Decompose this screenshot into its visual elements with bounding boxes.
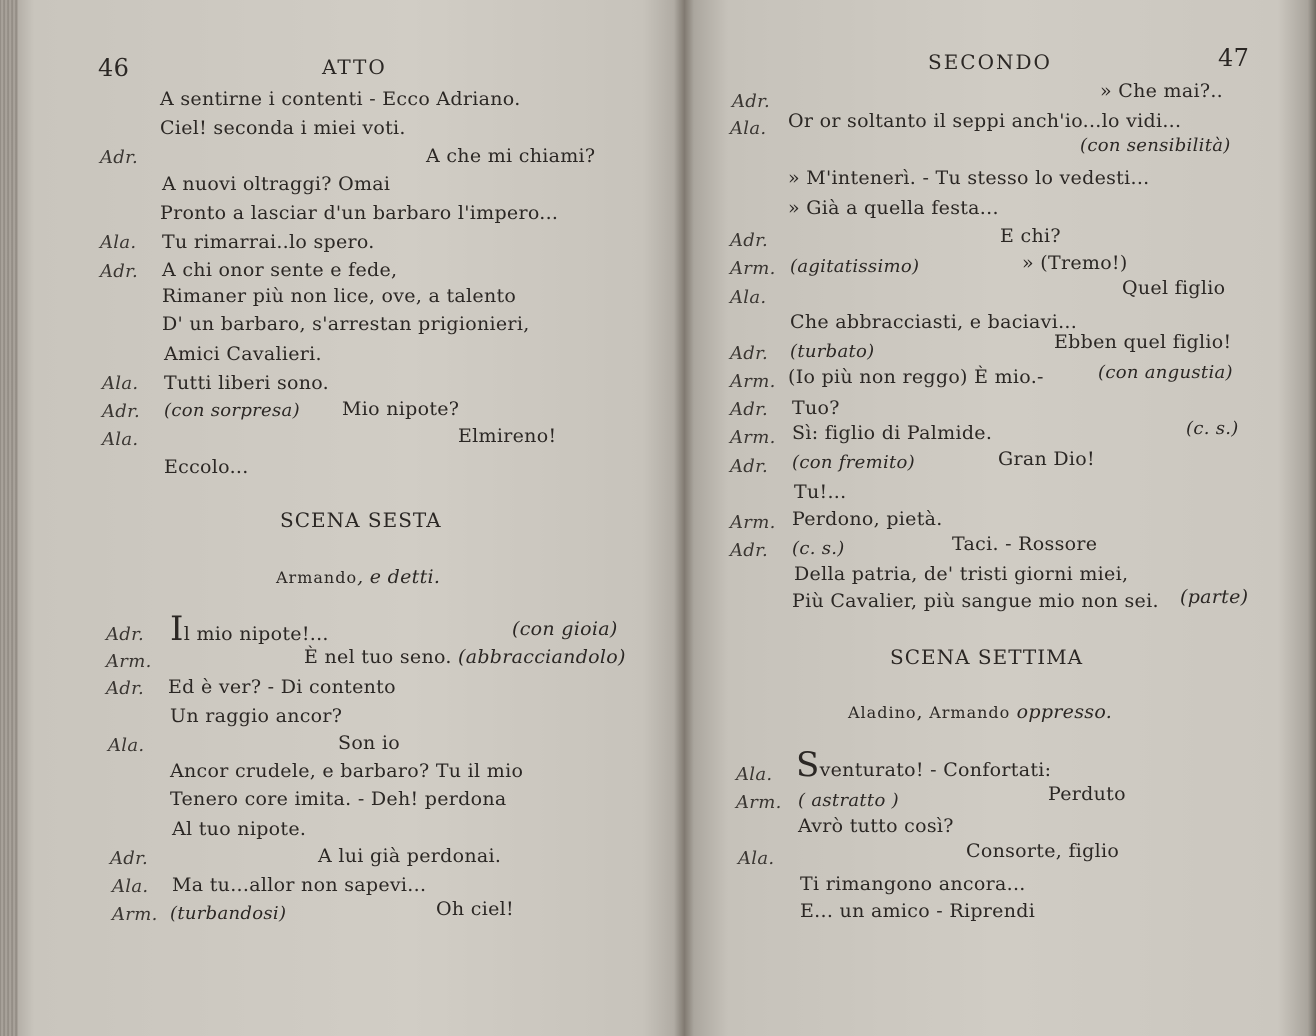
verse-line: Consorte, figlio: [966, 840, 1120, 862]
verse-line: Tutti liberi sono.: [164, 372, 330, 394]
page-edges-left: [0, 0, 18, 1036]
stage-direction: (con angustia): [1098, 362, 1233, 383]
verse-line: Più Cavalier, più sangue mio non sei.: [792, 590, 1159, 612]
speaker-label: Arm.: [730, 512, 776, 533]
verse-line: Mio nipote?: [342, 398, 460, 420]
verse-line: Ma tu...allor non sapevi...: [172, 874, 427, 896]
stage-direction: (abbracciandolo): [458, 646, 626, 668]
speaker-label: Adr.: [102, 401, 141, 422]
verse-line: Tenero core imita. - Deh! perdona: [170, 788, 507, 810]
verse-line: Tu!...: [794, 481, 847, 503]
speaker-label: Ala.: [108, 735, 145, 756]
verse-line: Al tuo nipote.: [172, 818, 307, 840]
speaker-label: Ala.: [102, 373, 139, 394]
speaker-label: Arm.: [730, 371, 776, 392]
verse-line: Della patria, de' tristi giorni miei,: [794, 563, 1129, 585]
verse-line: Oh ciel!: [436, 898, 514, 920]
verse-line: Ancor crudele, e barbaro? Tu il mio: [170, 760, 524, 782]
verse-line: Taci. - Rossore: [952, 533, 1098, 555]
stage-direction: (con fremito): [792, 452, 915, 473]
verse-line: Eccolo...: [164, 456, 249, 478]
running-header-left: ATTO: [322, 55, 387, 79]
verse-line: Quel figlio: [1122, 277, 1226, 299]
stage-direction: (agitatissimo): [790, 256, 920, 277]
speaker-label: Adr.: [106, 624, 145, 645]
speaker-label: Adr.: [730, 343, 769, 364]
speaker-label: Adr.: [730, 456, 769, 477]
verse-text: l mio nipote!...: [183, 623, 329, 645]
speaker-label: Arm.: [112, 904, 158, 925]
speaker-label: Adr.: [730, 399, 769, 420]
verse-line: Tu rimarrai..lo spero.: [162, 231, 375, 253]
cast-name: Armando: [929, 703, 1011, 722]
verse-line: Or or soltanto il seppi anch'io...lo vidi...: [788, 110, 1182, 132]
verse-line: A chi onor sente e fede,: [162, 259, 398, 281]
verse-line: (Io più non reggo) È mio.-: [788, 366, 1044, 388]
speaker-label: Arm.: [106, 651, 152, 672]
verse-line: Ebben quel figlio!: [1054, 331, 1232, 353]
verse-line: [796, 745, 1052, 785]
verse-line: Ed è ver? - Di contento: [168, 676, 396, 698]
verse-line: E... un amico - Riprendi: [800, 900, 1036, 922]
stage-direction: (con gioia): [512, 618, 618, 640]
scene-cast: [276, 566, 440, 588]
speaker-label: Adr.: [730, 540, 769, 561]
verse-line: E chi?: [1000, 225, 1061, 247]
speaker-label: Adr.: [100, 147, 139, 168]
verse-line: [170, 609, 329, 649]
verse-line: Perdono, pietà.: [792, 508, 943, 530]
verse-line: Elmireno!: [458, 425, 557, 447]
verse-line: Gran Dio!: [998, 448, 1095, 470]
cast-rest: oppresso.: [1010, 701, 1113, 723]
verse-line: Son io: [338, 732, 401, 754]
speaker-label: Ala.: [736, 764, 773, 785]
stage-direction: (turbato): [790, 341, 875, 362]
cast-rest: , e detti.: [357, 566, 441, 588]
stage-direction: (con sorpresa): [164, 400, 300, 421]
verse-line: Perduto: [1048, 783, 1126, 805]
speaker-label: Ala.: [112, 876, 149, 897]
scene-title: SCENA SETTIMA: [890, 645, 1084, 669]
speaker-label: Ala.: [730, 287, 767, 308]
stage-direction: (c. s.): [1186, 418, 1239, 439]
verse-line: Un raggio ancor?: [170, 705, 343, 727]
running-header-right: SECONDO: [928, 50, 1052, 74]
cast-separator: ,: [916, 701, 930, 723]
verse-line: Amici Cavalieri.: [164, 343, 322, 365]
drop-capital: I: [170, 609, 184, 649]
stage-direction: (parte): [1180, 586, 1249, 608]
speaker-label: Arm.: [730, 427, 776, 448]
stage-direction: ( astratto ): [798, 790, 899, 811]
speaker-label: Adr.: [730, 230, 769, 251]
scene-cast: [848, 701, 1112, 723]
stage-direction: (c. s.): [792, 538, 845, 559]
speaker-label: Ala.: [730, 118, 767, 139]
verse-line: » Che mai?..: [1100, 80, 1224, 102]
speaker-label: Adr.: [100, 261, 139, 282]
verse-line: Avrò tutto così?: [798, 815, 954, 837]
verse-line: A sentirne i contenti - Ecco Adriano.: [160, 88, 521, 110]
speaker-label: Ala.: [738, 848, 775, 869]
speaker-label: Ala.: [102, 429, 139, 450]
verse-line: Ciel! seconda i miei voti.: [160, 117, 406, 139]
cast-name: Aladino: [848, 703, 917, 722]
verse-line: Sì: figlio di Palmide.: [792, 422, 993, 444]
speaker-label: Arm.: [736, 792, 782, 813]
verse-line: A lui già perdonai.: [318, 845, 502, 867]
speaker-label: Adr.: [732, 91, 771, 112]
page-edges-right: [1308, 0, 1316, 1036]
verse-line: È nel tuo seno.: [304, 646, 452, 668]
speaker-label: Adr.: [106, 678, 145, 699]
verse-text: venturato! - Confortati:: [819, 759, 1052, 781]
stage-direction: (turbandosi): [170, 903, 287, 924]
verse-line: » M'intenerì. - Tu stesso lo vedesti...: [788, 167, 1150, 189]
page-number-right: 47: [1218, 44, 1250, 72]
page-number-left: 46: [98, 54, 130, 82]
stage-direction: (con sensibilità): [1080, 135, 1231, 156]
drop-capital: S: [796, 745, 820, 785]
verse-line: Rimaner più non lice, ove, a talento: [162, 285, 517, 307]
verse-line: » Già a quella festa...: [788, 197, 999, 219]
verse-line: Ti rimangono ancora...: [800, 873, 1026, 895]
book-gutter: [674, 0, 694, 1036]
cast-name: Armando: [276, 568, 358, 587]
verse-line: A che mi chiami?: [426, 145, 596, 167]
verse-line: D' un barbaro, s'arrestan prigionieri,: [162, 313, 530, 335]
verse-line: Tuo?: [792, 397, 840, 419]
speaker-label: Arm.: [730, 258, 776, 279]
scene-title: SCENA SESTA: [280, 508, 442, 532]
speaker-label: Ala.: [100, 232, 137, 253]
verse-line: » (Tremo!): [1022, 252, 1128, 274]
verse-line: Pronto a lasciar d'un barbaro l'impero...: [160, 202, 559, 224]
verse-line: A nuovi oltraggi? Omai: [162, 173, 391, 195]
speaker-label: Adr.: [110, 848, 149, 869]
verse-line: Che abbracciasti, e baciavi...: [790, 311, 1078, 333]
